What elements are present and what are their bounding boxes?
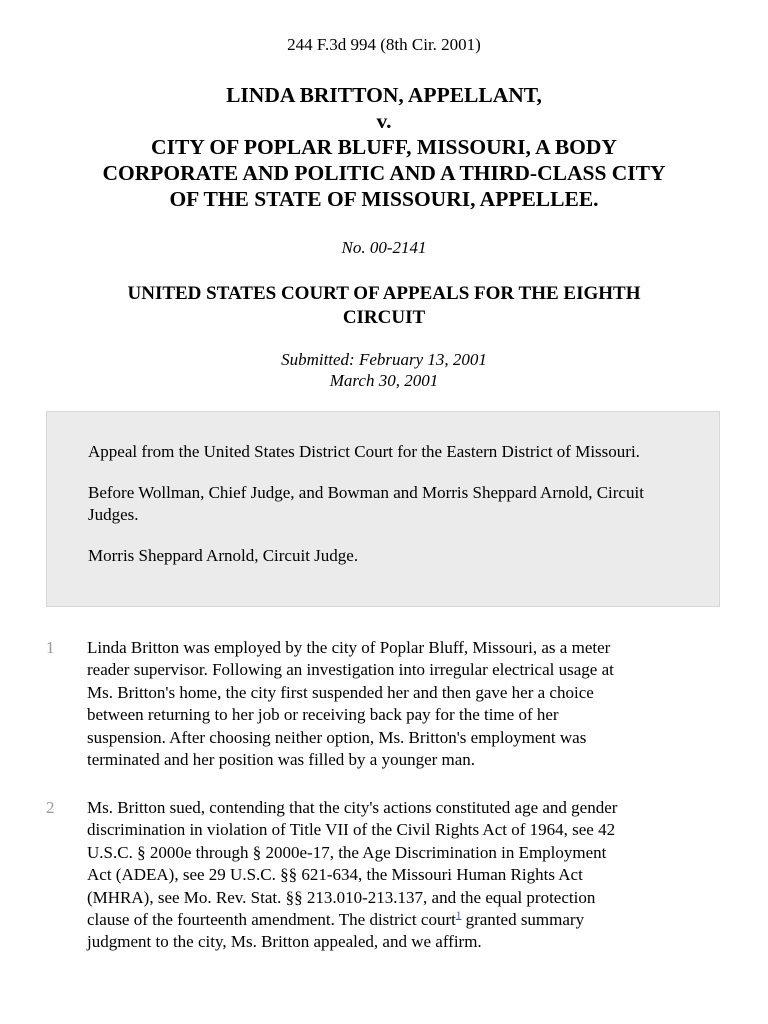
paragraph-line: Ms. Britton sued, contending that the city's actions constituted age and gender xyxy=(87,798,618,817)
paragraph-line: suspension. After choosing neither option, Ms. Britton's employment was xyxy=(87,727,587,747)
paragraph-line-segment: clause of the fourteenth amendment. The district court xyxy=(87,910,456,930)
panel-judges-text: Before Wollman, Chief Judge, and Bowman and Morris Sheppard Arnold, Circuit Judges. xyxy=(88,483,644,524)
paragraph-line-segment: granted summary xyxy=(461,910,585,930)
appellee-line: CORPORATE AND POLITIC AND A THIRD-CLASS CITY xyxy=(102,161,666,185)
appeal-from-text: Appeal from the United States District Court for the Eastern District of Missouri. xyxy=(88,442,640,461)
paragraph-number: 1 xyxy=(46,638,55,657)
paragraph-line: reader supervisor. Following an investigation into irregular electrical usage at xyxy=(87,660,614,680)
paragraph-text xyxy=(87,797,715,954)
case-dates xyxy=(0,349,768,391)
paragraph-text xyxy=(87,637,715,771)
paragraph-line: judgment to the city, Ms. Britton appealed, and we affirm. xyxy=(87,932,482,952)
case-info-box xyxy=(46,411,720,607)
submitted-date: Submitted: February 13, 2001 xyxy=(281,350,487,369)
paragraph-line: (MHRA), see Mo. Rev. Stat. §§ 213.010-213.137, and the equal protection xyxy=(87,887,596,907)
docket-number: No. 00-2141 xyxy=(341,238,427,257)
appellee-line: OF THE STATE OF MISSOURI, APPELLEE. xyxy=(169,187,599,211)
paragraph-line: U.S.C. § 2000e through § 2000e-17, the Age Discrimination in Employment xyxy=(87,842,607,862)
filed-date: March 30, 2001 xyxy=(329,371,439,390)
case-citation: 244 F.3d 994 (8th Cir. 2001) xyxy=(287,35,481,54)
paragraph-line: discrimination in violation of Title VII of the Civil Rights Act of 1964, see 42 xyxy=(87,820,616,840)
opinion-author-text: Morris Sheppard Arnold, Circuit Judge. xyxy=(88,546,359,565)
paragraph-number: 2 xyxy=(46,798,55,817)
case-caption xyxy=(40,82,728,212)
court-name xyxy=(60,282,708,330)
court-name-line: UNITED STATES COURT OF APPEALS FOR THE EIGHTH xyxy=(127,283,641,304)
paragraph-line: Linda Britton was employed by the city of Poplar Bluff, Missouri, as a meter xyxy=(87,638,611,657)
paragraph-line: Ms. Britton's home, the city first suspended her and then gave her a choice xyxy=(87,682,594,702)
court-name-line: CIRCUIT xyxy=(342,307,426,328)
footnote-link[interactable]: 1 xyxy=(455,909,462,922)
appellant-name: LINDA BRITTON, APPELLANT, xyxy=(226,83,542,107)
appellee-line: CITY OF POPLAR BLUFF, MISSOURI, A BODY xyxy=(151,135,617,159)
paragraph-line: terminated and her position was filled by a younger man. xyxy=(87,750,476,770)
paragraph-line: between returning to her job or receiving back pay for the time of her xyxy=(87,705,559,725)
versus-label: v. xyxy=(376,109,392,133)
paragraph-line: Act (ADEA), see 29 U.S.C. §§ 621-634, the Missouri Human Rights Act xyxy=(87,865,583,885)
paragraph-line xyxy=(87,909,715,931)
